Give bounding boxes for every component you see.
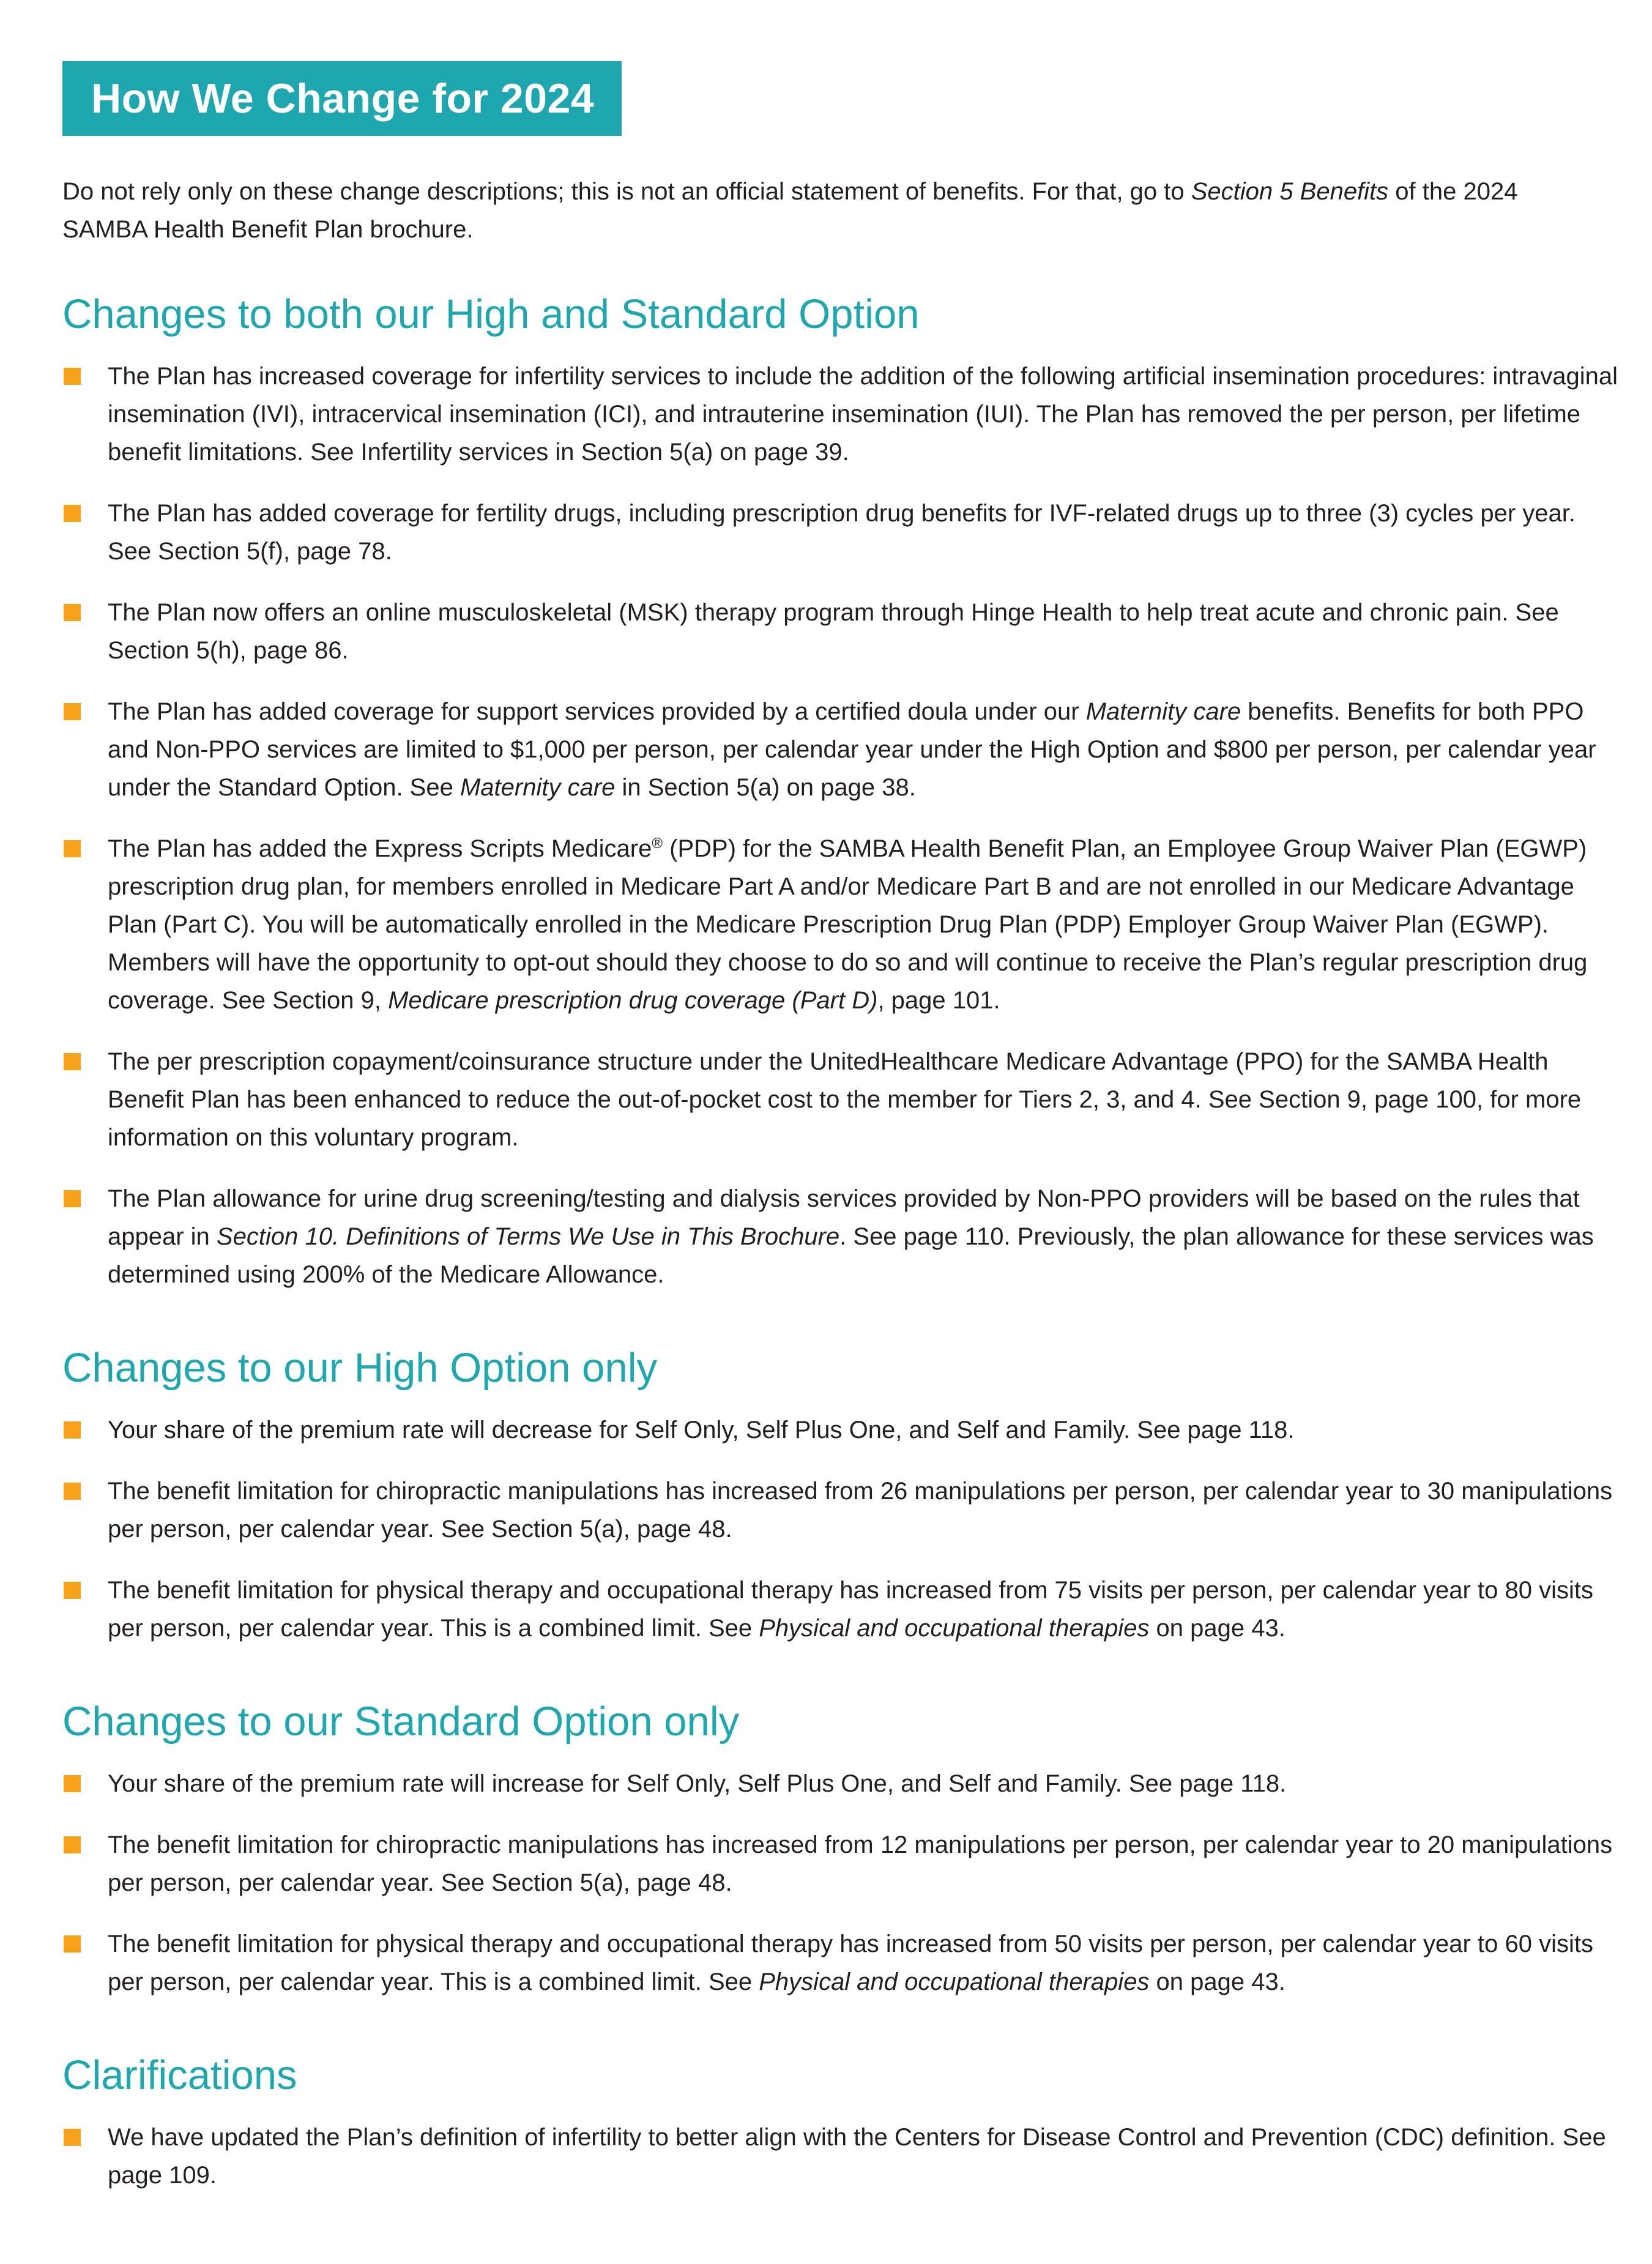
section-heading-high: Changes to our High Option only	[62, 1345, 658, 1391]
list-item	[62, 1826, 1623, 1902]
list-item	[62, 1571, 1623, 1647]
square-bullet-icon	[64, 604, 81, 621]
item-emphasis: Physical and occupational therapies	[759, 1615, 1150, 1642]
page-title: How We Change for 2024	[62, 61, 622, 136]
list-item	[62, 494, 1623, 570]
item-text: We have updated the Plan’s definition of infertility to better align with the Centers for Disease Control and Prevention (CDC) definition. See page 109.	[108, 2124, 1606, 2189]
item-text: The Plan has added coverage for support services provided by a certified doula under our	[108, 698, 1086, 725]
square-bullet-icon	[64, 1775, 81, 1792]
section-heading-clarifications: Clarifications	[62, 2052, 297, 2098]
item-text: The benefit limitation for physical therapy and occupational therapy has increased from 50 visits per person, per calendar year to 60 visits per person, per calendar year. This is a combined limit. See	[108, 1931, 1593, 1995]
intro-text: of the 2024 SAMBA Health Benefit Plan brochure.	[62, 178, 1518, 243]
section-heading-both: Changes to both our High and Standard Option	[62, 291, 920, 337]
item-emphasis: Maternity care	[1085, 698, 1241, 725]
item-text: Your share of the premium rate will decrease for Self Only, Self Plus One, and Self and Family. See page 118.	[108, 1417, 1295, 1443]
change-list-standard	[62, 1765, 1613, 2001]
section-heading-standard: Changes to our Standard Option only	[62, 1699, 740, 1745]
list-item	[62, 693, 1623, 806]
list-item	[62, 594, 1623, 669]
item-emphasis: Section 10. Definitions of Terms We Use in This Brochure	[216, 1223, 840, 1250]
square-bullet-icon	[64, 1421, 81, 1439]
square-bullet-icon	[64, 1935, 81, 1953]
item-text: The benefit limitation for chiropractic manipulations has increased from 26 manipulations per person, per calendar year to 30 manipulations per person, per calendar year. See Section 5(a), page 48.	[108, 1478, 1613, 1543]
item-text: on page 43.	[1149, 1615, 1286, 1642]
item-emphasis: Medicare prescription drug coverage (Part D)	[388, 987, 878, 1014]
list-item	[62, 830, 1623, 1019]
item-text: Your share of the premium rate will increase for Self Only, Self Plus One, and Self and Family. See page 118.	[108, 1770, 1287, 1797]
item-emphasis: Physical and occupational therapies	[759, 1968, 1150, 1995]
item-text: on page 43.	[1149, 1968, 1286, 1995]
item-text: The benefit limitation for physical therapy and occupational therapy has increased from 75 visits per person, per calendar year to 80 visits per person, per calendar year. This is a combined limit. See	[108, 1577, 1593, 1642]
item-text: , page 101.	[877, 987, 1000, 1014]
item-text: The benefit limitation for chiropractic manipulations has increased from 12 manipulations per person, per calendar year to 20 manipulations per person, per calendar year. See Section 5(a), page 48.	[108, 1831, 1613, 1896]
item-text: benefits. Benefits for both PPO and Non-PPO services are limited to $1,000 per person, per calendar year under the High Option and $800 per person, per calendar year under the Standard Option. See	[108, 698, 1596, 801]
item-text: in Section 5(a) on page 38.	[615, 774, 916, 801]
square-bullet-icon	[64, 368, 81, 385]
square-bullet-icon	[64, 1190, 81, 1207]
square-bullet-icon	[64, 1582, 81, 1599]
square-bullet-icon	[64, 1483, 81, 1500]
item-text: The Plan has increased coverage for infertility services to include the addition of the following artificial insemination procedures: intravaginal insemination (IVI), intracervical insemination (ICI), and intrauterine insemination (IUI). The Plan has removed the per person, per lifetime benefit limitations. See Infertility services in Section 5(a) on page 39.	[108, 363, 1618, 466]
square-bullet-icon	[64, 505, 81, 522]
registered-mark: ®	[652, 835, 663, 852]
item-text: The Plan has added coverage for fertility drugs, including prescription drug benefits for IVF-related drugs up to three (3) cycles per year. See Section 5(f), page 78.	[108, 500, 1576, 565]
square-bullet-icon	[64, 1053, 81, 1070]
item-text: The Plan has added the Express Scripts Medicare	[108, 835, 652, 862]
list-item	[62, 1472, 1623, 1548]
list-item	[62, 1180, 1623, 1294]
square-bullet-icon	[64, 2129, 81, 2146]
list-item	[62, 357, 1623, 471]
square-bullet-icon	[64, 840, 81, 857]
change-list-both	[62, 357, 1618, 1294]
list-item	[62, 1925, 1623, 2001]
list-item	[62, 2118, 1623, 2194]
item-text: (PDP) for the SAMBA Health Benefit Plan, an Employee Group Waiver Plan (EGWP) prescription drug plan, for members enrolled in Medicare Part A and/or Medicare Part B and are not enrolled in our Medicare Advantage Plan (Part C). You will be automatically enrolled in the Medicare Prescription Drug Plan (PDP) Employer Group Waiver Plan (EGWP). Members will have the opportunity to opt-out should they choose to do so and will continue to receive the Plan’s regular prescription drug coverage. See Section 9,	[108, 835, 1588, 1014]
item-text: The per prescription copayment/coinsurance structure under the UnitedHealthcare Medicare Advantage (PPO) for the SAMBA Health Benefit Plan has been enhanced to reduce the out-of-pocket cost to the member for Tiers 2, 3, and 4. See Section 9, page 100, for more information on this voluntary program.	[108, 1048, 1582, 1151]
change-list-clarifications	[62, 2118, 1606, 2194]
square-bullet-icon	[64, 1836, 81, 1853]
list-item	[62, 1765, 1623, 1803]
item-text: The Plan allowance for urine drug screening/testing and dialysis services provided by Non-PPO providers will be based on the rules that appear in	[108, 1185, 1580, 1250]
square-bullet-icon	[64, 703, 81, 720]
item-text: The Plan now offers an online musculoskeletal (MSK) therapy program through Hinge Health to help treat acute and chronic pain. See Section 5(h), page 86.	[108, 599, 1559, 664]
change-list-high	[62, 1411, 1613, 1647]
list-item	[62, 1043, 1623, 1156]
item-text: . See page 110. Previously, the plan allowance for these services was determined using 200% of the Medicare Allowance.	[108, 1223, 1594, 1288]
intro-text: Do not rely only on these change descriptions; this is not an official statement of benefits. For that, go to	[62, 178, 1191, 205]
list-item	[62, 1411, 1623, 1449]
item-emphasis: Maternity care	[460, 774, 616, 801]
intro-paragraph	[62, 173, 1592, 248]
intro-emphasis: Section 5 Benefits	[1191, 178, 1389, 205]
